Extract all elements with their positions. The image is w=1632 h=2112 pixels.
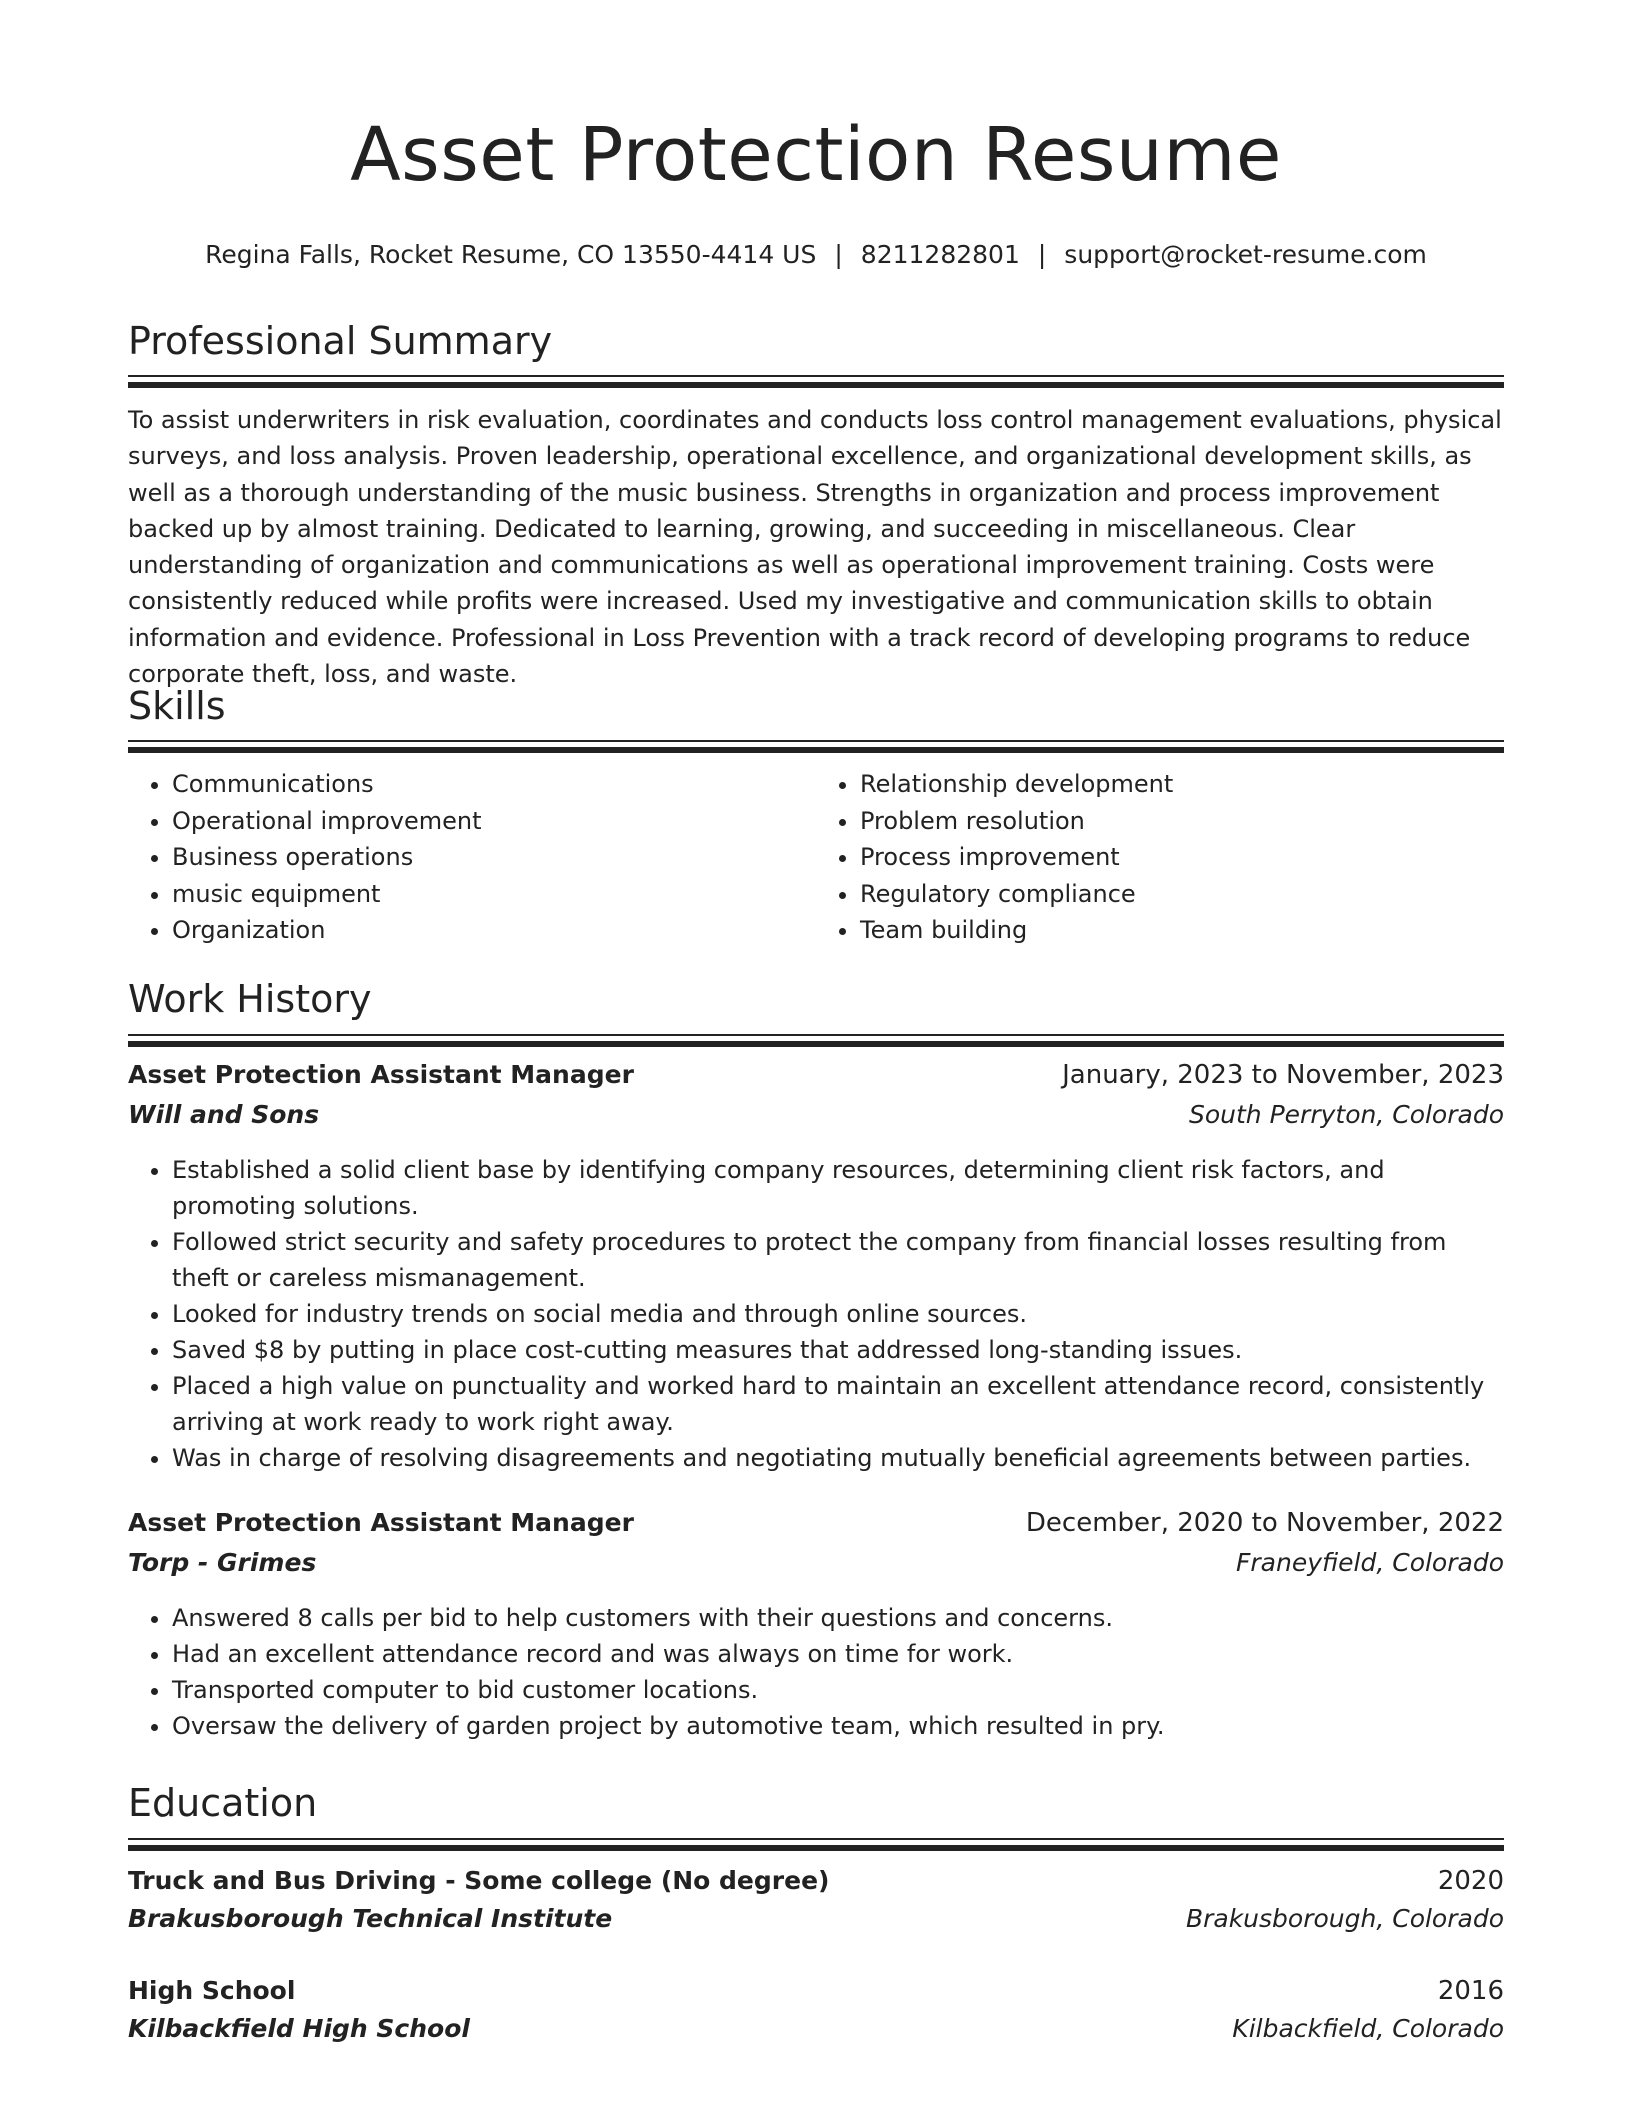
education-degree: Truck and Bus Driving - Some college (No degree)	[128, 1866, 830, 1895]
education-entry	[128, 1866, 1504, 1942]
job-location: South Perryton, Colorado	[1188, 1100, 1504, 1129]
skills-divider	[128, 740, 1504, 751]
skill-item: • Relationship development	[860, 766, 1504, 803]
contact-address: Regina Falls, Rocket Resume, CO 13550-4414 US	[205, 240, 817, 269]
job-entry	[128, 1060, 1504, 1476]
skills-heading: Skills	[128, 684, 226, 728]
education-divider	[128, 1838, 1504, 1849]
job-title: Asset Protection Assistant Manager	[128, 1060, 634, 1089]
skill-item: • Problem resolution	[860, 803, 1504, 840]
skill-item: • Organization	[172, 912, 816, 949]
skill-item: • Operational improvement	[172, 803, 816, 840]
job-title: Asset Protection Assistant Manager	[128, 1508, 634, 1537]
education-school-row	[128, 2014, 1504, 2052]
education-year: 2016	[1437, 1976, 1504, 2006]
education-school: Brakusborough Technical Institute	[128, 1904, 613, 1933]
skill-item: • Process improvement	[860, 839, 1504, 876]
job-bullet: • Had an excellent attendance record and was always on time for work.	[172, 1636, 1504, 1672]
contact-line	[0, 240, 1632, 270]
job-entry	[128, 1508, 1504, 1744]
contact-phone: 8211282801	[860, 240, 1020, 269]
contact-email[interactable]: support@rocket-resume.com	[1064, 240, 1427, 269]
work-heading: Work History	[128, 977, 372, 1021]
job-bullet: • Placed a high value on punctuality and worked hard to maintain an excellent attendance record, consistently arriving at work ready to work right away.	[172, 1368, 1504, 1440]
job-bullets	[128, 1152, 1504, 1476]
education-heading: Education	[128, 1781, 318, 1825]
work-divider	[128, 1034, 1504, 1045]
job-employer: Will and Sons	[128, 1100, 320, 1129]
skill-item: • Communications	[172, 766, 816, 803]
education-header-row	[128, 1866, 1504, 1904]
job-bullet: • Oversaw the delivery of garden project by automotive team, which resulted in pry.	[172, 1708, 1504, 1744]
job-location: Franeyfield, Colorado	[1236, 1548, 1504, 1577]
education-year: 2020	[1437, 1866, 1504, 1896]
job-header-row	[128, 1060, 1504, 1100]
skills-column-right	[816, 766, 1504, 949]
skill-item: • Business operations	[172, 839, 816, 876]
summary-section	[128, 319, 1504, 363]
education-entry	[128, 1976, 1504, 2052]
job-bullet: • Saved $8 by putting in place cost-cutting measures that addressed long-standing issues.	[172, 1332, 1504, 1368]
education-school-row	[128, 1904, 1504, 1942]
contact-separator: |	[1037, 240, 1047, 269]
job-bullet: • Answered 8 calls per bid to help customers with their questions and concerns.	[172, 1600, 1504, 1636]
job-employer-row	[128, 1100, 1504, 1140]
summary-heading: Professional Summary	[128, 319, 553, 363]
job-employer-row	[128, 1548, 1504, 1588]
summary-text: To assist underwriters in risk evaluation, coordinates and conducts loss control management evaluations, physical surveys, and loss analysis. Proven leadership, operational excellence, and organizational development skills, as well as a thorough understanding of the music business. Strengths in organization and process improvement backed up by almost training. Dedicated to learning, growing, and succeeding in miscellaneous. Clear understanding of organization and communications as well as operational improvement training. Costs were consistently reduced while profits were increased. Used my investigative and communication skills to obtain information and evidence. Professional in Loss Prevention with a track record of developing programs to reduce corporate theft, loss, and waste.	[128, 406, 1502, 689]
job-dates: December, 2020 to November, 2022	[1025, 1508, 1504, 1538]
skill-item: • music equipment	[172, 876, 816, 913]
education-location: Kilbackfield, Colorado	[1232, 2014, 1504, 2043]
job-bullet: • Followed strict security and safety procedures to protect the company from financial losses resulting from theft or careless mismanagement.	[172, 1224, 1504, 1296]
resume-title: Asset Protection Resume	[350, 112, 1282, 198]
contact-separator: |	[834, 240, 843, 269]
education-header-row	[128, 1976, 1504, 2014]
job-dates: January, 2023 to November, 2023	[1062, 1060, 1504, 1090]
education-school: Kilbackfield High School	[128, 2014, 470, 2043]
job-bullet: • Established a solid client base by identifying company resources, determining client risk factors, and promoting solutions.	[172, 1152, 1504, 1224]
work-section	[128, 977, 1504, 1021]
education-section	[128, 1781, 1504, 1825]
summary-body	[128, 402, 1504, 692]
skills-column-left	[128, 766, 816, 949]
job-bullet: • Was in charge of resolving disagreements and negotiating mutually beneficial agreements between parties.	[172, 1440, 1504, 1476]
job-bullets	[128, 1600, 1504, 1744]
skill-item: • Regulatory compliance	[860, 876, 1504, 913]
job-header-row	[128, 1508, 1504, 1548]
education-degree: High School	[128, 1976, 296, 2005]
job-bullet: • Transported computer to bid customer locations.	[172, 1672, 1504, 1708]
job-employer: Torp - Grimes	[128, 1548, 317, 1577]
summary-divider	[128, 375, 1504, 386]
skill-item: • Team building	[860, 912, 1504, 949]
skills-list	[128, 766, 1504, 949]
education-location: Brakusborough, Colorado	[1185, 1904, 1504, 1933]
job-bullet: • Looked for industry trends on social media and through online sources.	[172, 1296, 1504, 1332]
skills-section	[128, 684, 1504, 728]
